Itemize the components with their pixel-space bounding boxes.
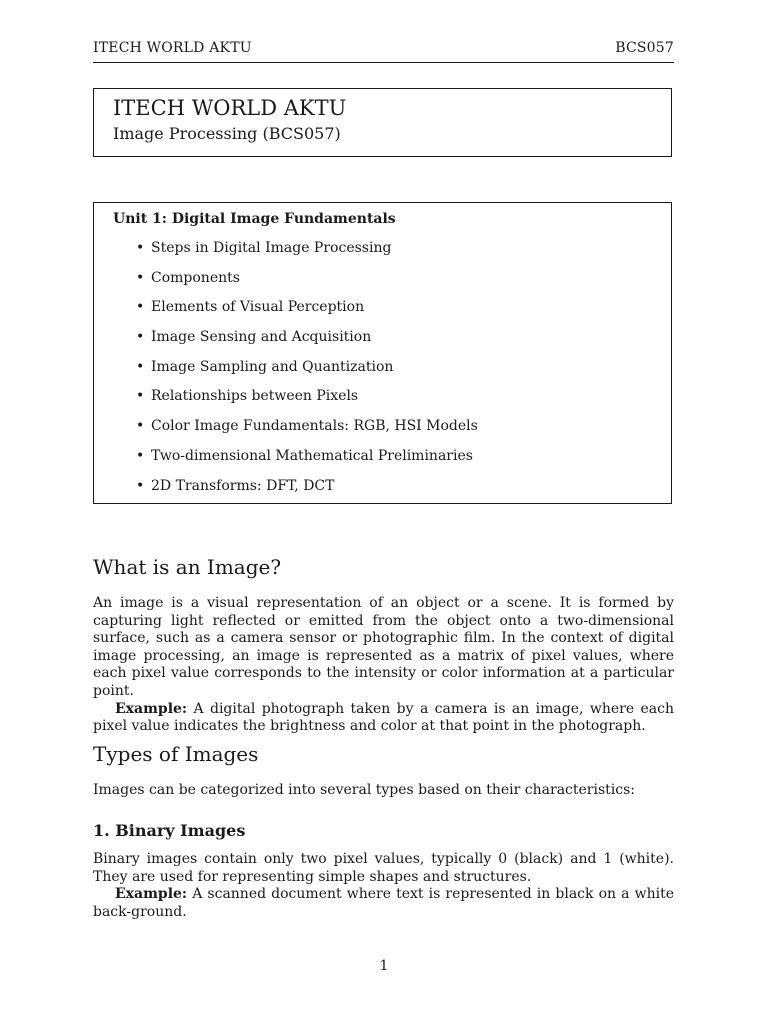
- example-paragraph: [93, 886, 674, 921]
- example-text: A scanned document where text is represented in black on a white back-ground.: [93, 886, 674, 920]
- list-item: • Components: [136, 269, 240, 286]
- section-paragraph: [93, 595, 674, 736]
- list-item: • Steps in Digital Image Processing: [136, 240, 392, 256]
- example-text: A digital photograph taken by a camera is an image, where each pixel value indicates the brightness and color at that point in the photograph.: [93, 700, 674, 735]
- document-title: ITECH WORLD AKTU: [113, 96, 347, 120]
- document-subtitle: Image Processing (BCS057): [113, 124, 341, 143]
- list-item: • 2D Transforms: DFT, DCT: [136, 477, 335, 494]
- bullet-icon: •: [136, 358, 145, 375]
- section-heading-types-of-images: Types of Images: [93, 742, 259, 766]
- header-right: BCS057: [615, 40, 674, 56]
- subsection-paragraph: [93, 851, 674, 921]
- title-box: [93, 88, 672, 157]
- section-intro: Images can be categorized into several types based on their characteristics:: [93, 782, 635, 798]
- list-item: • Two-dimensional Mathematical Preliminaries: [136, 447, 473, 464]
- unit-title: Unit 1: Digital Image Fundamentals: [113, 211, 396, 227]
- list-item: • Relationships between Pixels: [136, 388, 359, 405]
- page-number: 1: [379, 958, 389, 974]
- running-header: [93, 40, 674, 63]
- bullet-icon: •: [136, 299, 145, 316]
- subsection-heading-binary-images: 1. Binary Images: [93, 821, 246, 840]
- section-heading-what-is-image: What is an Image?: [93, 555, 282, 579]
- paragraph-text: Binary images contain only two pixel values, typically 0 (black) and 1 (white). They are used for representing simple shapes and structures.: [93, 851, 674, 885]
- bullet-icon: •: [136, 240, 145, 256]
- unit-topic-list: [113, 229, 671, 496]
- bullet-icon: •: [136, 447, 145, 464]
- bullet-icon: •: [136, 418, 145, 435]
- bullet-icon: •: [136, 269, 145, 286]
- list-item: • Image Sampling and Quantization: [136, 358, 394, 375]
- example-paragraph: [93, 701, 674, 736]
- unit-box: [93, 202, 672, 504]
- paragraph-text: An image is a visual representation of an object or a scene. It is formed by capturing light reflected or emitted from the object onto a two-dimensional surface, such as a camera sensor or photographic film. In the context of digital image processing, an image is represented as a matrix of pixel values, where each pixel value corresponds to the intensity or color information at a particular point.: [93, 595, 674, 699]
- bullet-icon: •: [136, 329, 145, 346]
- bullet-icon: •: [136, 388, 145, 405]
- example-label: Example:: [115, 886, 188, 903]
- bullet-icon: •: [136, 477, 145, 494]
- list-item: • Color Image Fundamentals: RGB, HSI Models: [136, 418, 478, 435]
- example-label: Example:: [115, 700, 188, 717]
- list-item: • Image Sensing and Acquisition: [136, 329, 372, 346]
- header-left: ITECH WORLD AKTU: [93, 40, 252, 56]
- list-item: • Elements of Visual Perception: [136, 299, 365, 316]
